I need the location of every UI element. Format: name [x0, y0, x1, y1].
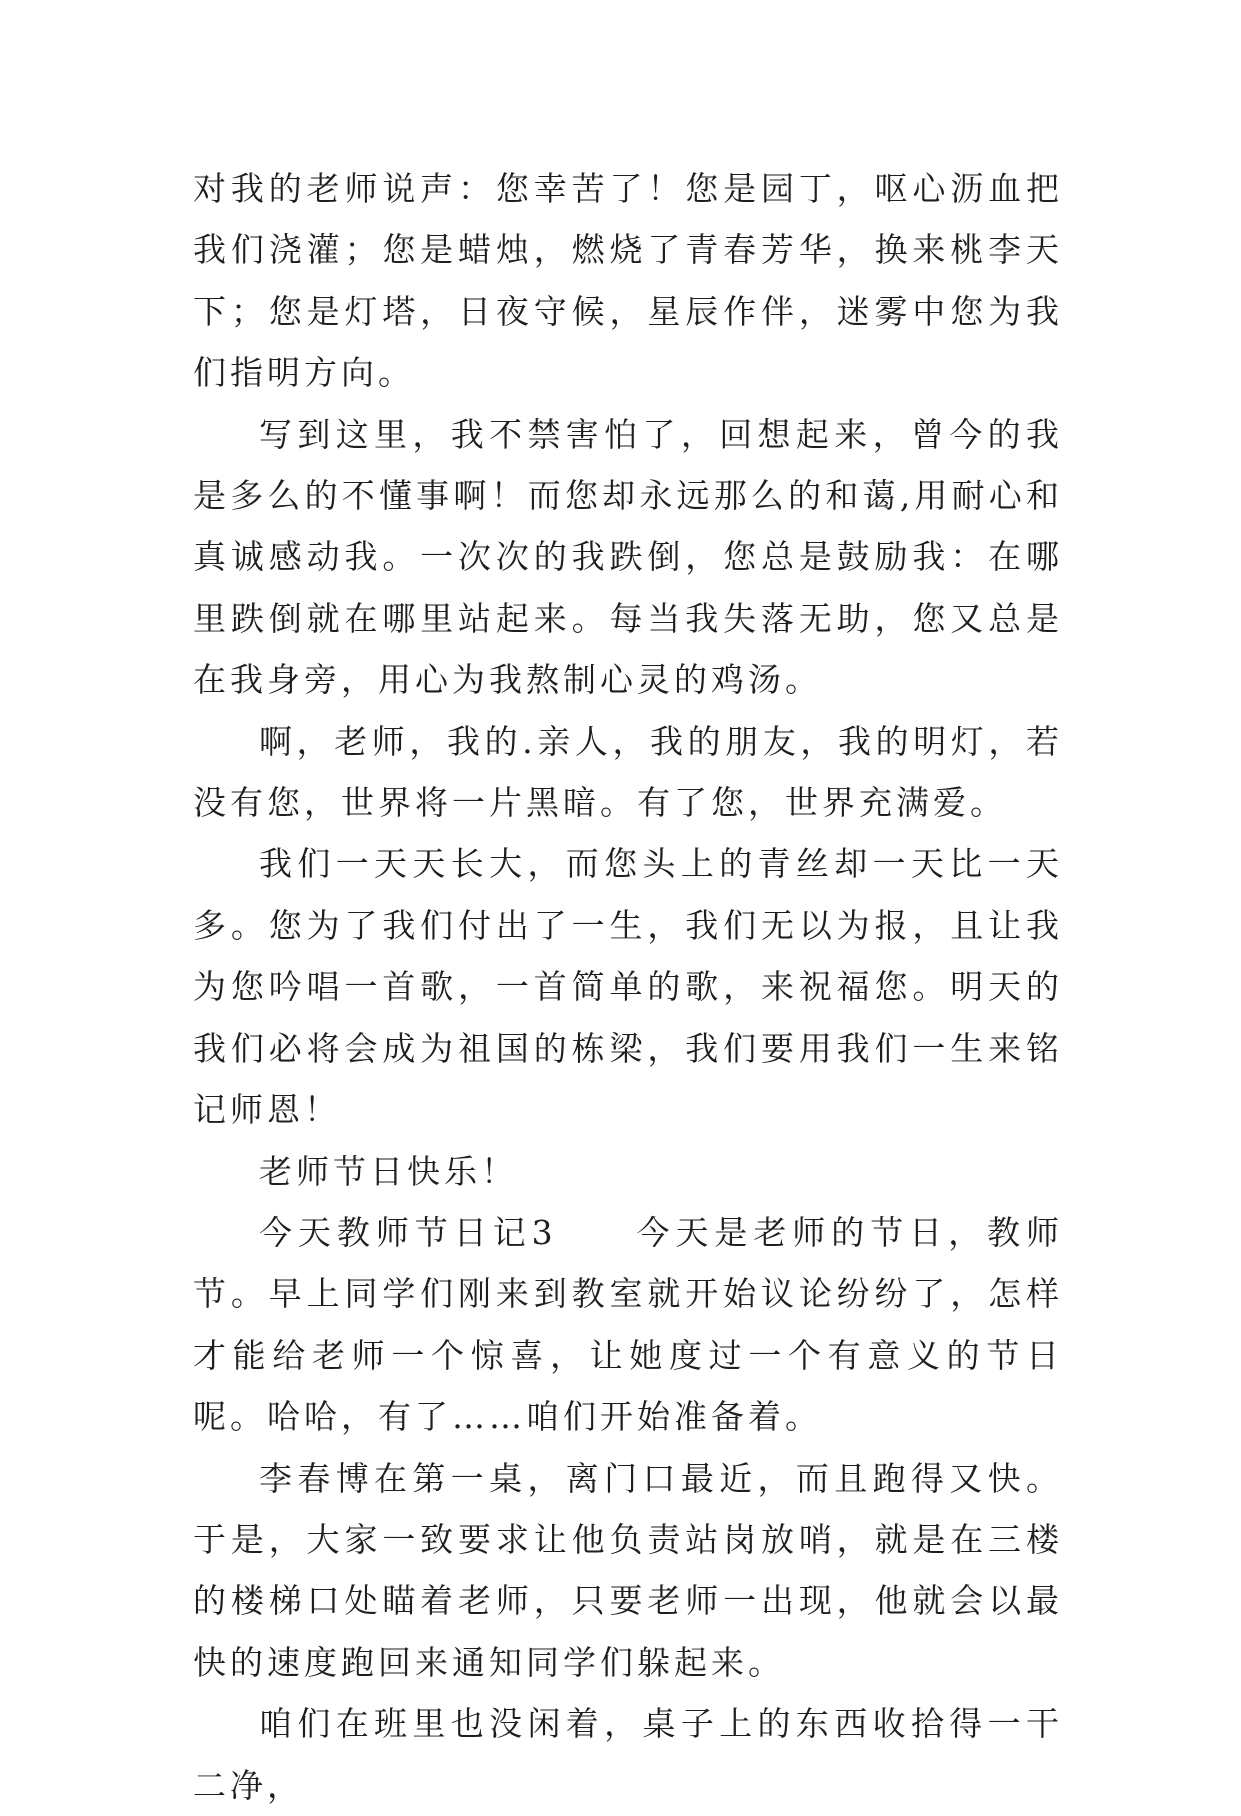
document-body — [193, 158, 1063, 1816]
paragraph: 今天教师节日记3 今天是老师的节日，教师节。早上同学们刚来到教室就开始议论纷纷了，怎样才能给老师一个惊喜，让她度过一个有意义的节日呢。哈哈，有了……咱们开始准备着。 — [193, 1212, 1063, 1437]
paragraph: 啊，老师，我的.亲人，我的朋友，我的明灯，若没有您，世界将一片黑暗。有了您，世界充满爱。 — [193, 721, 1063, 823]
paragraph: 老师节日快乐！ — [259, 1151, 518, 1191]
paragraph: 对我的老师说声：您幸苦了！您是园丁，呕心沥血把我们浇灌；您是蜡烛，燃烧了青春芳华，换来桃李天下；您是灯塔，日夜守候，星辰作伴，迷雾中您为我们指明方向。 — [193, 169, 1063, 393]
paragraph: 咱们在班里也没闲着，桌子上的东西收拾得一干二净， — [193, 1704, 1063, 1805]
paragraph: 写到这里，我不禁害怕了，回想起来，曾今的我是多么的不懂事啊！而您却永远那么的和蔼,用耐心和真诚感动我。一次次的我跌倒，您总是鼓励我：在哪里跌倒就在哪里站起来。每当我失落无助，您又总是在我身旁，用心为我熬制心灵的鸡汤。 — [193, 414, 1063, 700]
paragraph: 李春博在第一桌，离门口最近，而且跑得又快。于是，大家一致要求让他负责站岗放哨，就是在三楼的楼梯口处瞄着老师，只要老师一出现，他就会以最快的速度跑回来通知同学们躲起来。 — [193, 1458, 1063, 1682]
paragraph: 我们一天天长大，而您头上的青丝却一天比一天多。您为了我们付出了一生，我们无以为报，且让我为您吟唱一首歌，一首简单的歌，来祝福您。明天的我们必将会成为祖国的栋梁，我们要用我们一生来铭记师恩！ — [193, 844, 1063, 1130]
